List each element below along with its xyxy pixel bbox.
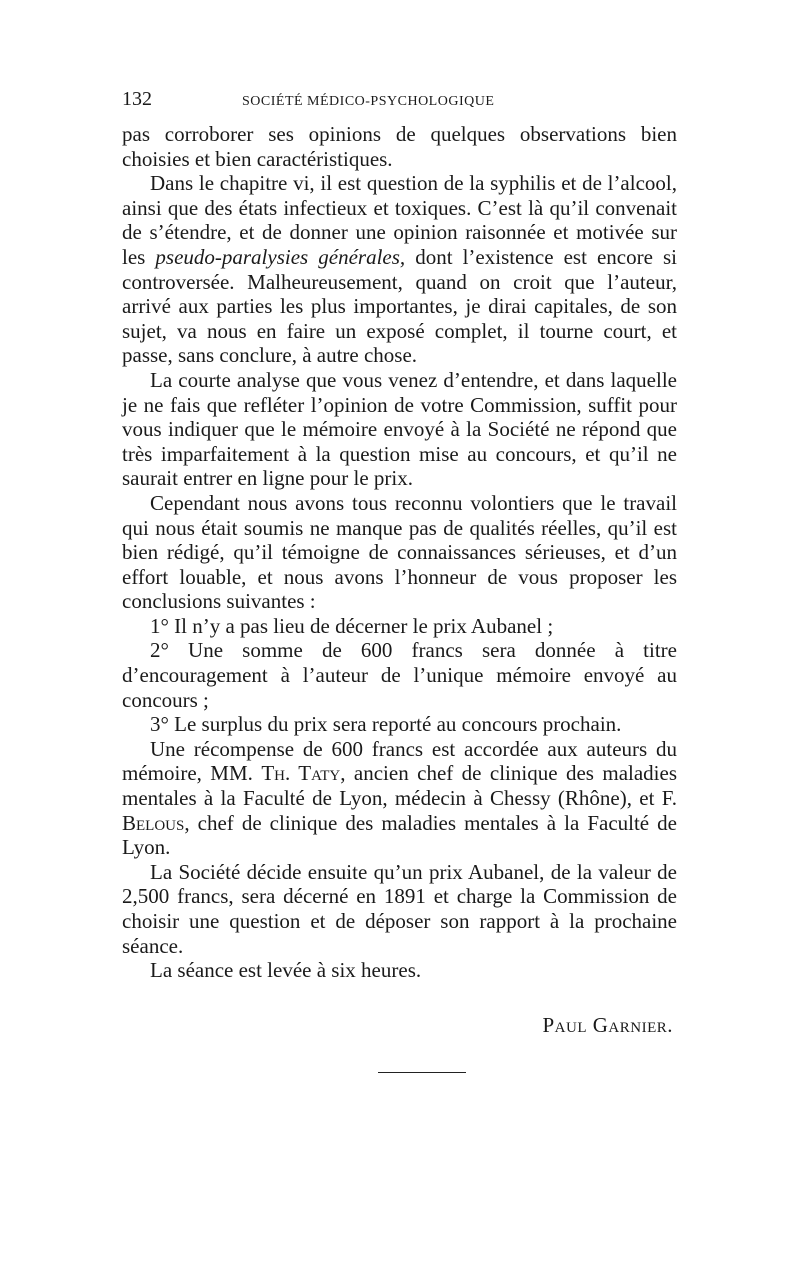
paragraph-text: dont l’existence est encore si controversée. Malheureusement, quand on croit que l’auteur, arrivé aux parties les plus importantes, je dirai capitales, de son sujet, va nous en faire un exposé complet, il tourne court, et passe, sans conclure, à autre chose. [122,244,678,368]
author-name-belous: Belous [122,810,185,835]
paragraph-award [122,737,677,860]
end-rule [378,1072,466,1073]
journal-title: SOCIÉTÉ MÉDICO-PSYCHOLOGIQUE [242,94,495,109]
paragraph-decision: La Société décide ensuite qu’un prix Aubanel, de la valeur de 2,500 francs, sera décerné en 1891 et charge la Commission de choisir une question et de déposer son rapport à la prochaine séance. [122,859,677,958]
conclusion-item-3: 3° Le surplus du prix sera reporté au concours prochain. [150,712,622,737]
body-text [122,122,677,983]
book-page [122,88,677,1073]
paragraph-closing: La séance est levée à six heures. [150,958,422,983]
conclusion-item-1: 1° Il n’y a pas lieu de décerner le prix Aubanel ; [150,613,554,638]
page-number: 132 [122,88,152,110]
emphasis-term: pseudo-paralysies générales, [155,244,406,269]
signature: Paul Garnier. [542,1012,673,1037]
paragraph-continuation: pas corroborer ses opinions de quelques observations bien choisies et bien caractéristiques. [122,122,677,171]
author-name-taty: Th. Taty [261,761,341,786]
paragraph-text: Dans le chapitre vi, il est question de la syphilis et de l’alcool, ainsi que des états infectieux et toxiques. C’est là qu’il convenait de s’étendre, et de donner une opinion raisonnée et motivée sur les [122,171,677,269]
running-head [122,88,677,122]
paragraph-chapter-six [122,171,677,368]
paragraph-text: , ancien chef de clinique des maladies mentales à la Faculté de Lyon, médecin à Chessy (Rhône), et F. [122,761,677,811]
paragraph-analysis: La courte analyse que vous venez d’entendre, et dans laquelle je ne fais que refléter l’opinion de votre Commission, suffit pour vous indiquer que le mémoire envoyé à la Société ne répond que très imparfaitement à la question mise au concours, et qu’il ne saurait entrer en ligne pour le prix. [122,367,677,491]
paragraph-text: , chef de clinique des maladies mentales à la Faculté de Lyon. [122,810,677,860]
conclusion-item-2: 2° Une somme de 600 francs sera donnée à titre d’encouragement à l’auteur de l’unique mémoire envoyé au concours ; [122,638,677,712]
paragraph-text: Une récompense de 600 francs est accordée aux auteurs du mémoire, MM. [122,736,677,786]
paragraph-conclusions: Cependant nous avons tous reconnu volontiers que le travail qui nous était soumis ne manque pas de qualités réelles, qu’il est bien rédigé, qu’il témoigne de connaissances sérieuses, et d’un effort louable, et nous avons l’honneur de vous proposer les conclusions suivantes : [122,490,677,614]
